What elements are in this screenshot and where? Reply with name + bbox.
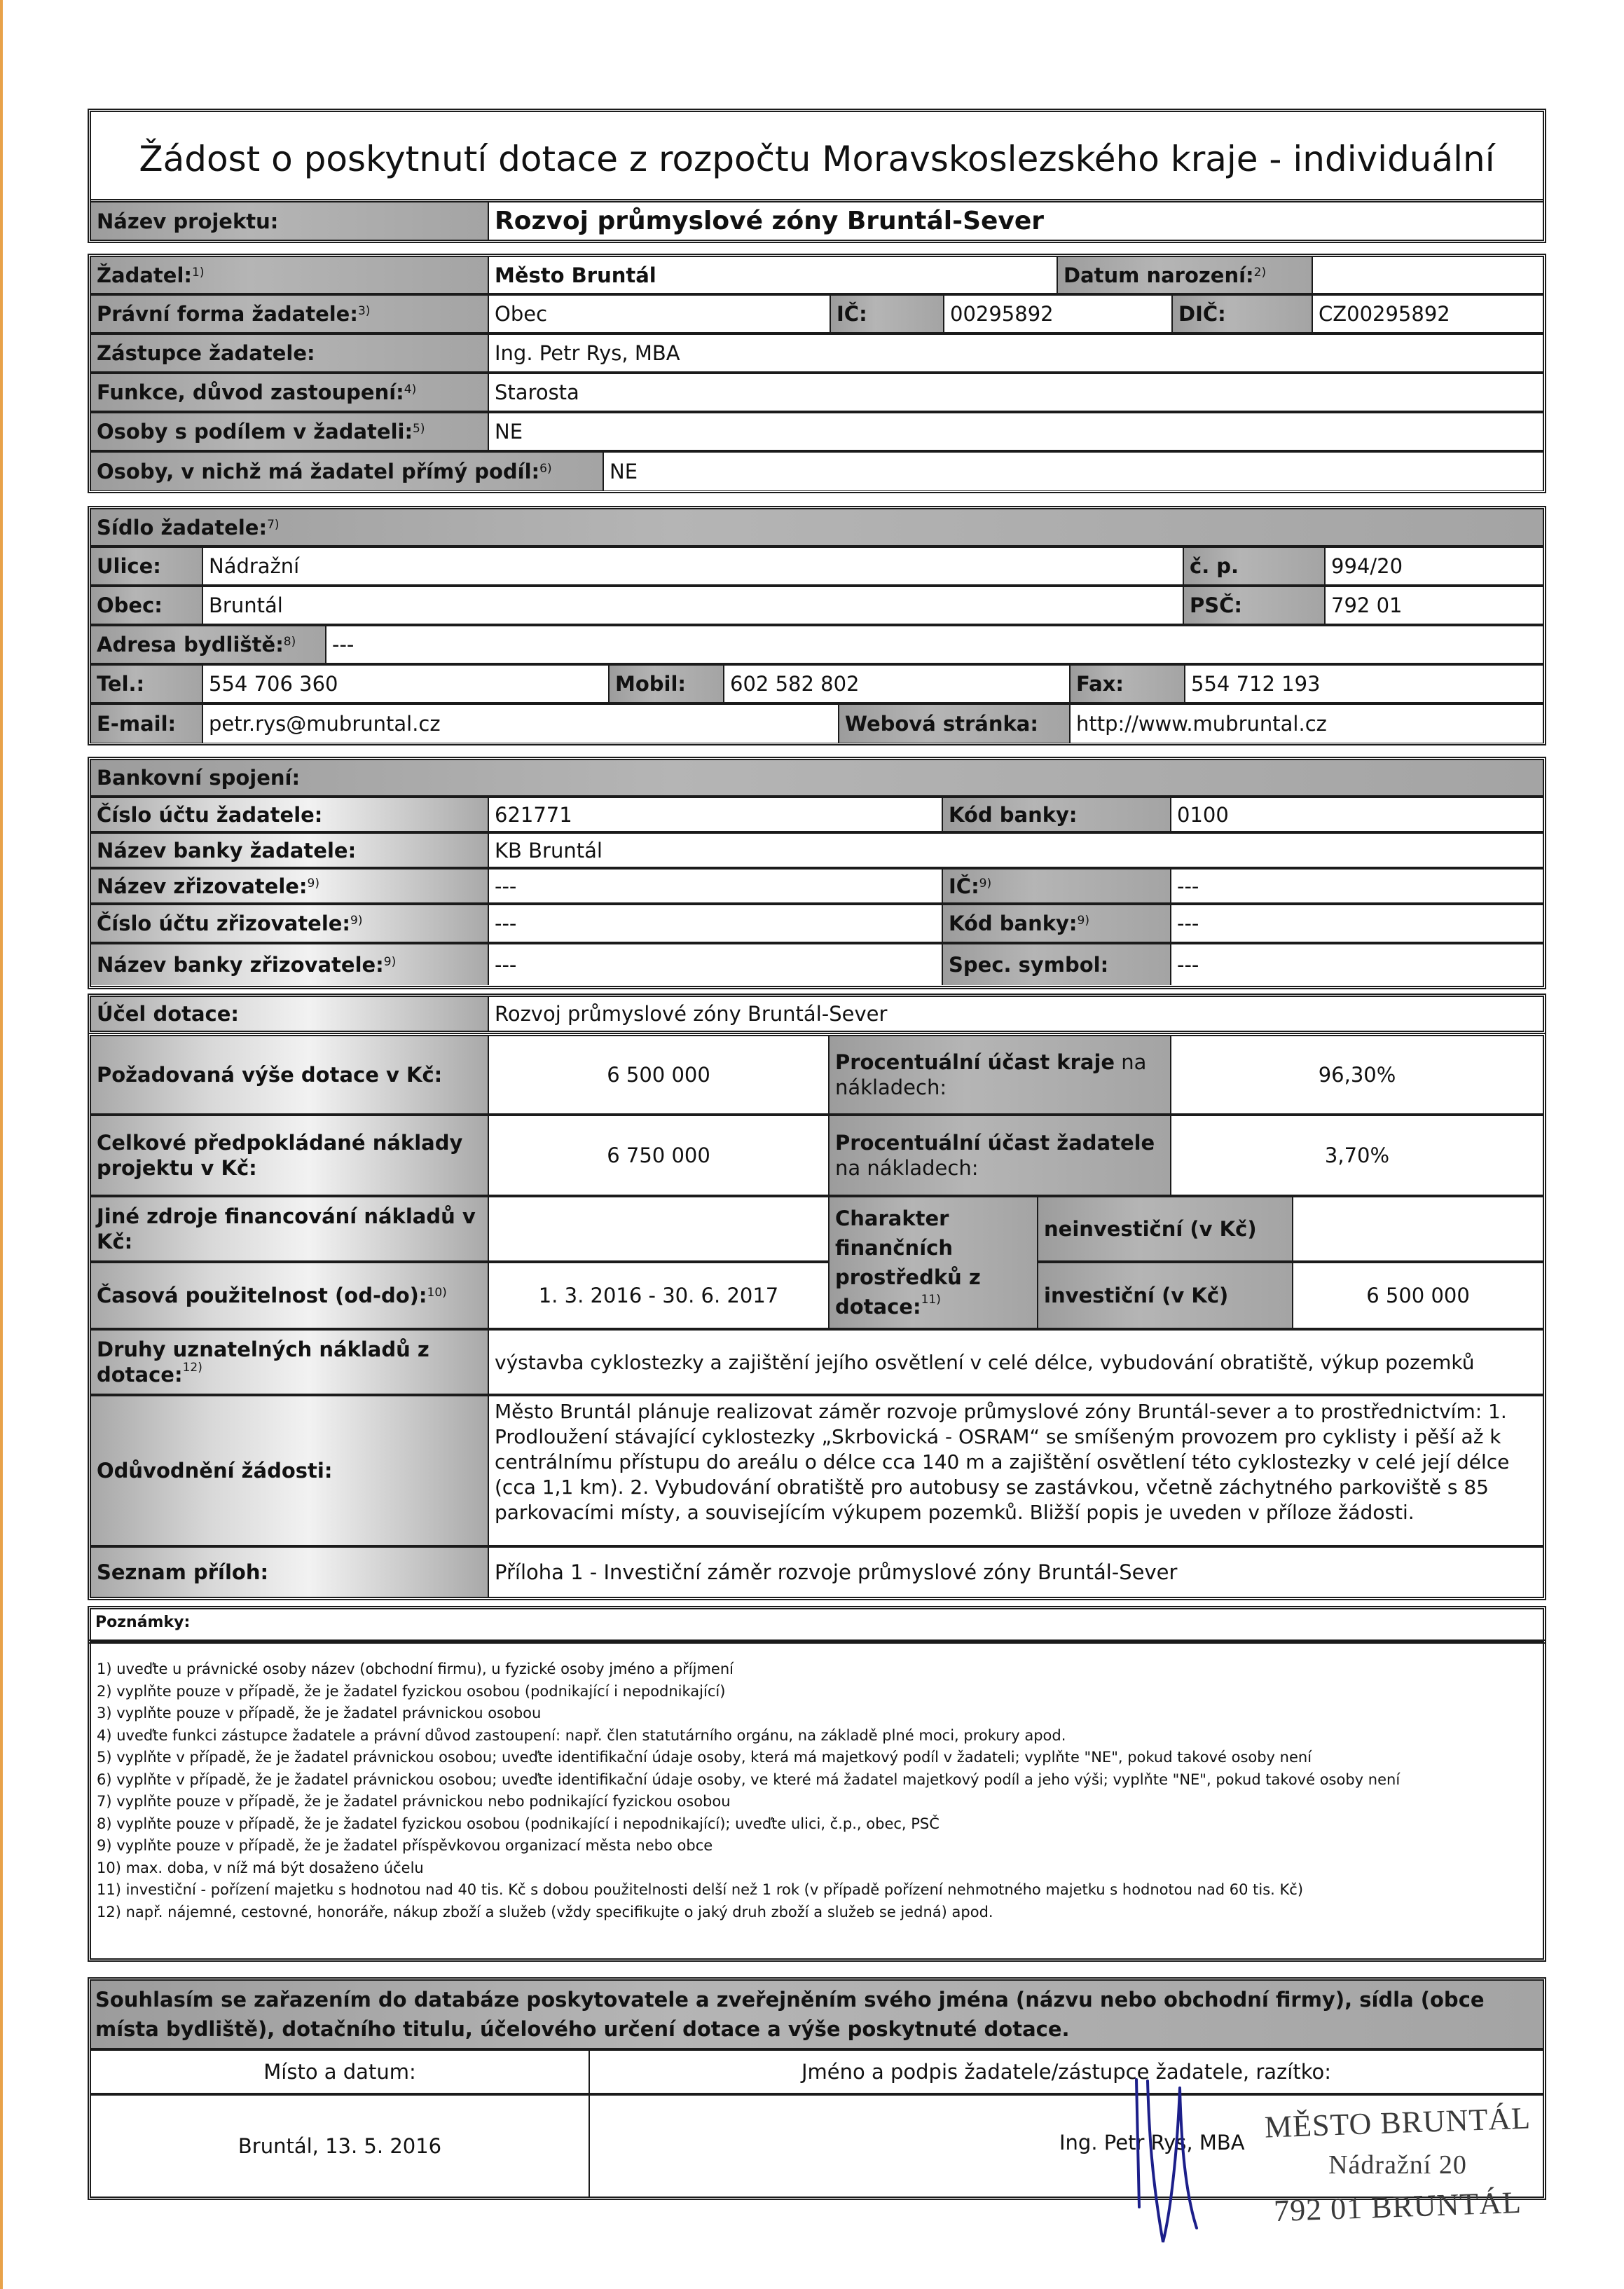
stamp-line-1: MĚSTO BRUNTÁL — [1264, 2101, 1532, 2145]
shareholders-row — [91, 413, 1543, 453]
applicant-row — [91, 257, 1543, 296]
note-item: 11) investiční - pořízení majetku s hodnotou nad 40 tis. Kč s dobou použitelnosti delší než 1 rok (v případě pořízení nehmotného majetku s hodnotou nad 60 tis. Kč) — [97, 1881, 1304, 1898]
shareholders-label: Osoby s podílem v žadateli: $^{5)}$ — [91, 413, 489, 450]
eligible-costs-value: výstavba cyklostezky a zajištění jejího osvětlení v celé délce, vybudování obratiště, výkup pozemků — [489, 1331, 1543, 1394]
justification-value: Město Bruntál plánuje realizovat záměr rozvoje průmyslové zóny Bruntál-sever a to prostřednictvím: 1. Prodloužení stávající cyklostezky „Skrbovická - OSRAM“ se smíšeným provozem pro cyklisty i pěší až k centrálnímu přístupu do areálu o délce cca 140 m a zajištění osvětlení této cyklostezky v celé její délce (cca 1,1 km). 2. Vybudování obratiště pro autobusy se zastávkou, včetně záchytného parkoviště s 85 parkovacími místy, a souvisejícím výkupem pozemků. Bližší popis je uveden v příloze žádosti. — [489, 1396, 1543, 1545]
city-stamp — [1254, 2102, 1541, 2228]
legal-form-row — [91, 296, 1543, 335]
document-title-wrap — [91, 121, 1543, 198]
attachments-row — [91, 1548, 1543, 1597]
applicant-share-value: 3,70% — [1171, 1116, 1543, 1195]
mobile-label: Mobil: — [610, 666, 724, 702]
street-row — [91, 548, 1543, 587]
house-number-value: 994/20 — [1326, 548, 1543, 584]
email-label: E-mail: — [91, 705, 203, 743]
project-name-value: Rozvoj průmyslové zóny Bruntál-Sever — [489, 202, 1543, 240]
document-title: Žádost o poskytnutí dotace z rozpočtu Moravskoslezského kraje - individuální — [139, 139, 1495, 179]
notes-section — [88, 1640, 1546, 1962]
other-sources-label: Jiné zdroje financování nákladů v Kč: — [91, 1197, 489, 1263]
applicant-section — [88, 254, 1546, 493]
project-name-row — [91, 199, 1543, 240]
city-value: Bruntál — [203, 587, 1184, 624]
representative-value: Ing. Petr Rys, MBA — [489, 335, 1543, 371]
subsidy-details-section — [88, 1033, 1546, 1600]
requested-amount-row — [91, 1036, 1543, 1116]
project-name-label: Název projektu: — [91, 202, 489, 240]
time-usability-label: Časová použitelnost (od-do): $^{10)}$ — [91, 1263, 489, 1328]
investment-label: investiční (v Kč) — [1038, 1263, 1293, 1328]
phone-value: 554 706 360 — [203, 666, 610, 702]
founder-name-value: --- — [489, 869, 943, 902]
place-date-value: Bruntál, 13. 5. 2016 — [91, 2096, 590, 2197]
city-label: Obec: — [91, 587, 203, 624]
note-item: 3) vyplňte pouze v případě, že je žadatel právnickou osobou — [97, 1705, 542, 1721]
note-item: 4) uveďte funkci zástupce žadatele a právní důvod zastoupení: např. člen statutárního orgánu, na základě plné moci, prokury apod. — [97, 1726, 1066, 1744]
notes-list — [91, 1643, 1543, 1923]
investment-value: 6 500 000 — [1293, 1263, 1543, 1328]
applicant-share-label: Procentuální účast žadatele na nákladech: — [830, 1116, 1171, 1195]
legal-form-value: Obec — [489, 296, 831, 332]
bank-name-label: Název banky žadatele: — [91, 834, 489, 867]
financing-character-block — [91, 1197, 1543, 1331]
attachments-label: Seznam příloh: — [91, 1548, 489, 1597]
scan-page-edge — [0, 0, 3, 2289]
region-share-value: 96,30% — [1171, 1036, 1543, 1113]
total-costs-value: 6 750 000 — [489, 1116, 830, 1195]
requested-amount-value: 6 500 000 — [489, 1036, 830, 1113]
residence-label: Adresa bydliště: $^{8)}$ — [91, 626, 326, 663]
bank-section — [88, 757, 1546, 989]
shareholders-value: NE — [489, 413, 1543, 450]
founder-ic-value: --- — [1171, 869, 1543, 902]
signature-label: Jméno a podpis žadatele/zástupce žadatele, razítko: — [801, 2060, 1331, 2084]
ic-label: IČ: — [831, 296, 944, 332]
account-number-value: 621771 — [489, 798, 943, 831]
purpose-value: Rozvoj průmyslové zóny Bruntál-Sever — [489, 997, 1543, 1031]
residence-value: --- — [326, 626, 1543, 663]
founder-name-row — [91, 869, 1543, 905]
total-costs-row — [91, 1116, 1543, 1197]
total-costs-label: Celkové předpokládané náklady projektu v Kč: — [91, 1116, 489, 1195]
purpose-row — [91, 997, 1543, 1031]
legal-form-label: Právní forma žadatele: $^{3)}$ — [91, 296, 489, 332]
direct-share-value: NE — [604, 453, 1543, 490]
residence-row — [91, 626, 1543, 666]
bank-header-row — [91, 760, 1543, 798]
house-number-label: č. p. — [1184, 548, 1326, 584]
bank-name-row — [91, 834, 1543, 869]
requested-amount-label: Požadovaná výše dotace v Kč: — [91, 1036, 489, 1113]
signatory-name: Ing. Petr Rys, MBA — [1059, 2131, 1245, 2154]
founder-bank-name-value: --- — [489, 944, 943, 985]
phone-row — [91, 666, 1543, 705]
founder-account-label: Číslo účtu zřizovatele: $^{9)}$ — [91, 905, 489, 942]
spec-symbol-label: Spec. symbol: — [943, 944, 1171, 985]
postal-code-value: 792 01 — [1326, 587, 1543, 624]
email-row — [91, 705, 1543, 743]
non-investment-label: neinvestiční (v Kč) — [1038, 1197, 1293, 1263]
street-value: Nádražní — [203, 548, 1184, 584]
founder-ic-label: IČ: $^{9)}$ — [943, 869, 1171, 902]
birth-date-label: Datum narození: $^{2)}$ — [1058, 257, 1313, 293]
street-label: Ulice: — [91, 548, 203, 584]
note-item: 2) vyplňte pouze v případě, že je žadatel fyzickou osobou (podnikající i nepodnikající) — [97, 1682, 726, 1700]
note-item: 10) max. doba, v níž má být dosaženo účelu — [97, 1859, 424, 1876]
bank-code-label: Kód banky: — [943, 798, 1171, 831]
website-label: Webová stránka: — [839, 705, 1071, 743]
purpose-label: Účel dotace: — [91, 997, 489, 1031]
bank-name-value: KB Bruntál — [489, 834, 1543, 867]
email-value[interactable]: petr.rys@mubruntal.cz — [203, 705, 839, 743]
place-date-label: Místo a datum: — [91, 2051, 590, 2093]
spec-symbol-value: --- — [1171, 944, 1543, 985]
founder-name-label: Název zřizovatele: $^{9)}$ — [91, 869, 489, 902]
founder-bank-code-value: --- — [1171, 905, 1543, 942]
city-row — [91, 587, 1543, 626]
fax-value: 554 712 193 — [1185, 666, 1543, 702]
purpose-section — [88, 994, 1546, 1034]
non-investment-value — [1293, 1197, 1543, 1263]
justification-row — [91, 1396, 1543, 1548]
attachments-value: Příloha 1 - Investiční záměr rozvoje průmyslové zóny Bruntál-Sever — [489, 1548, 1543, 1597]
function-label: Funkce, důvod zastoupení: $^{4)}$ — [91, 374, 489, 411]
founder-bank-row — [91, 944, 1543, 985]
function-value: Starosta — [489, 374, 1543, 411]
eligible-costs-row — [91, 1331, 1543, 1396]
representative-row — [91, 335, 1543, 374]
justification-label: Odůvodnění žádosti: — [91, 1396, 489, 1545]
bank-header: Bankovní spojení: — [91, 760, 1543, 795]
applicant-value: Město Bruntál — [489, 257, 1058, 293]
website-value[interactable]: http://www.mubruntal.cz — [1071, 705, 1543, 743]
note-item: 7) vyplňte pouze v případě, že je žadatel právnickou nebo podnikající fyzickou osobou — [97, 1793, 731, 1810]
address-header: Sídlo žadatele: $^{7)}$ — [91, 509, 1543, 545]
phone-label: Tel.: — [91, 666, 203, 702]
note-item: 8) vyplňte pouze v případě, že je žadatel fyzickou osobou (podnikající i nepodnikající); uveďte ulici, č.p., obec, PSČ — [97, 1815, 940, 1832]
birth-date-value — [1313, 257, 1543, 293]
bank-code-value: 0100 — [1171, 798, 1543, 831]
other-sources-value — [489, 1197, 830, 1263]
region-share-label: Procentuální účast kraje na nákladech: — [830, 1036, 1171, 1113]
signature-header-row — [91, 2051, 1543, 2096]
founder-account-value: --- — [489, 905, 943, 942]
direct-share-label: Osoby, v nichž má žadatel přímý podíl: $^{6)}$ — [91, 453, 604, 490]
note-item: 6) vyplňte v případě, že je žadatel právnickou osobou; uveďte identifikační údaje osoby, ve které má žadatel majetkový podíl a jeho výši; vyplňte "NE", pokud takové osoby není — [97, 1771, 1401, 1788]
eligible-costs-label: Druhy uznatelných nákladů z dotace:$^{12)}$ — [91, 1331, 489, 1394]
title-section — [88, 109, 1546, 243]
note-item: 5) vyplňte v případě, že je žadatel právnickou osobou; uveďte identifikační údaje osoby, která má majetkový podíl v žadateli; vyplňte "NE", pokud takové osoby není — [97, 1749, 1312, 1766]
postal-code-label: PSČ: — [1184, 587, 1326, 624]
handwritten-signature-icon — [1121, 2074, 1212, 2256]
direct-share-row — [91, 453, 1543, 490]
applicant-label: Žadatel: $^{1)}$ — [91, 257, 489, 293]
address-header-row — [91, 509, 1543, 548]
account-number-label: Číslo účtu žadatele: — [91, 798, 489, 831]
dic-label: DIČ: — [1173, 296, 1313, 332]
time-usability-value: 1. 3. 2016 - 30. 6. 2017 — [489, 1263, 830, 1328]
address-section — [88, 506, 1546, 745]
fax-label: Fax: — [1071, 666, 1185, 702]
stamp-line-3: 792 01 BRUNTÁL — [1273, 2185, 1522, 2229]
founder-bank-name-label: Název banky zřizovatele: $^{9)}$ — [91, 944, 489, 985]
stamp-line-2: Nádražní 20 — [1328, 2150, 1467, 2180]
notes-header-box — [88, 1606, 1546, 1644]
note-item: 12) např. nájemné, cestovné, honoráře, nákup zboží a služeb (vždy specifikujte o jaký druh zboží a služeb se jedná) apod. — [97, 1903, 993, 1920]
account-row — [91, 798, 1543, 834]
ic-value: 00295892 — [944, 296, 1173, 332]
representative-label: Zástupce žadatele: — [91, 335, 489, 371]
notes-header: Poznámky: — [95, 1614, 191, 1631]
mobile-value: 602 582 802 — [724, 666, 1071, 702]
function-row — [91, 374, 1543, 413]
dic-value: CZ00295892 — [1313, 296, 1543, 332]
consent-text: Souhlasím se zařazením do databáze poskytovatele a zveřejněním svého jména (názvu nebo obchodní firmy), sídla (obce místa bydliště), dotačního titulu, účelového určení dotace a výše poskytnuté dotace. — [91, 1981, 1543, 2051]
founder-account-row — [91, 905, 1543, 944]
note-item: 9) vyplňte pouze v případě, že je žadatel příspěvkovou organizací města nebo obce — [97, 1837, 713, 1854]
founder-bank-code-label: Kód banky: $^{9)}$ — [943, 905, 1171, 942]
funds-character-label: Charakter finančních prostředků z dotace:$^{11)}$ — [830, 1197, 1038, 1328]
note-item: 1) uveďte u právnické osoby název (obchodní firmu), u fyzické osoby jméno a příjmení — [97, 1661, 734, 1677]
